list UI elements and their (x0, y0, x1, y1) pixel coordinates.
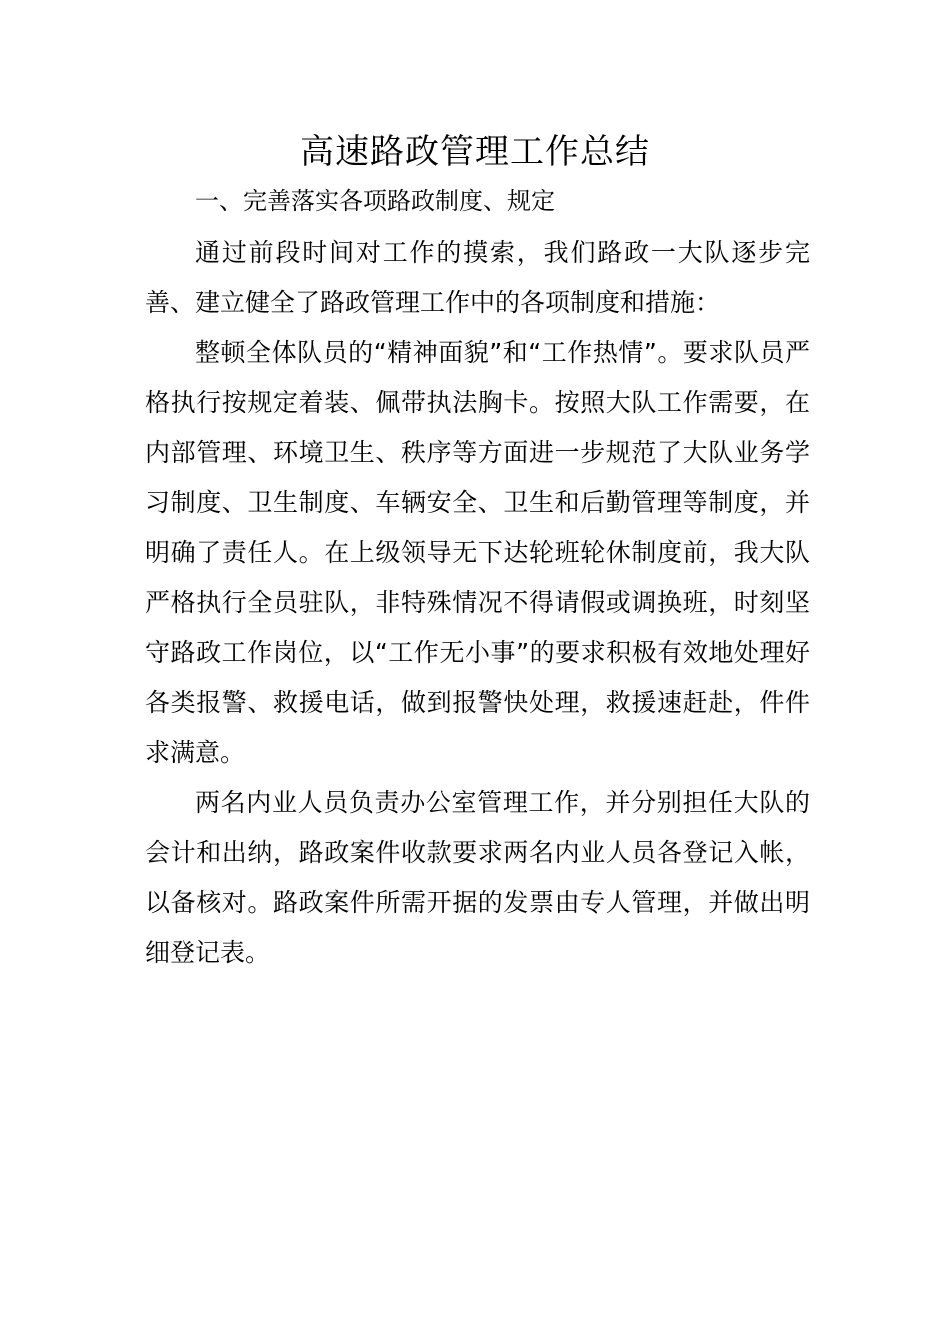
paragraph-intro: 通过前段时间对工作的摸索，我们路政一大队逐步完善、建立健全了路政管理工作中的各项制度和措施： (145, 238, 810, 317)
document-body (145, 228, 810, 978)
document-title: 高速路政管理工作总结 (300, 132, 650, 172)
paragraph-office-staff: 两名内业人员负责办公室管理工作，并分别担任大队的会计和出纳，路政案件收款要求两名内业人员各登记入帐，以备核对。路政案件所需开据的发票由专人管理，并做出明细登记表。 (145, 788, 810, 967)
paragraph-rectification: 整顿全体队员的“精神面貌”和“工作热情”。要求队员严格执行按规定着装、佩带执法胸卡。按照大队工作需要，在内部管理、环境卫生、秩序等方面进一步规范了大队业务学习制度、卫生制度、车辆安全、卫生和后勤管理等制度，并明确了责任人。在上级领导无下达轮班轮休制度前，我大队严格执行全员驻队，非特殊情况不得请假或调换班，时刻坚守路政工作岗位，以“工作无小事”的要求积极有效地处理好各类报警、救援电话，做到报警快处理，救援速赶赴，件件求满意。 (145, 338, 810, 767)
section-heading: 一、完善落实各项路政制度、规定 (195, 187, 555, 215)
